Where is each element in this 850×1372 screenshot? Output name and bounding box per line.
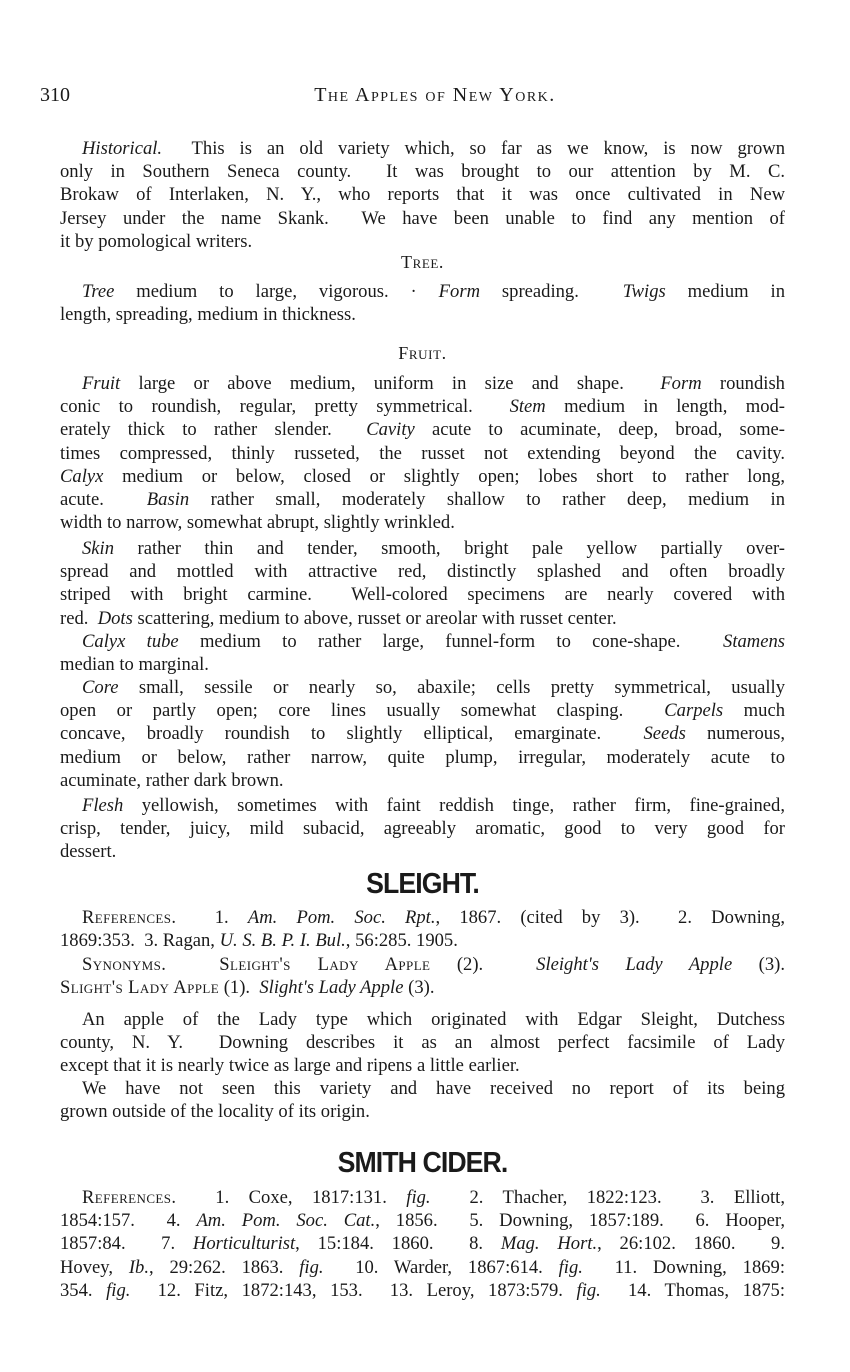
text-line xyxy=(60,953,785,976)
text-run: , 26:102. 1860. 9. xyxy=(597,1233,785,1255)
text-run: (2). xyxy=(430,954,537,975)
text-line xyxy=(60,676,785,699)
text-run: 1857:84. 7. xyxy=(60,1233,193,1255)
text-line xyxy=(60,1054,785,1077)
text-line xyxy=(60,488,785,511)
text-run: spread and mottled with attractive red, distinctly splashed and often broadly xyxy=(60,561,785,583)
text-line xyxy=(60,303,785,326)
italic-term: fig. xyxy=(299,1256,324,1278)
text-run: , 1867. (cited by 3). 2. Downing, xyxy=(435,907,786,928)
italic-term: Stamens xyxy=(723,631,786,652)
paragraph xyxy=(60,630,785,676)
text-run: only in Southern Seneca county. It was brought to our attention by M. C. xyxy=(60,161,785,183)
paragraph xyxy=(60,794,785,864)
italic-term: Mag. Hort. xyxy=(500,1233,598,1255)
italic-term: fig. xyxy=(406,1187,431,1208)
text-run: large or above medium, uniform in size and shape. xyxy=(120,373,661,394)
running-title: The Apples of New York. xyxy=(314,84,556,106)
text-line xyxy=(60,817,785,840)
paragraph xyxy=(60,280,785,326)
italic-term: Twigs xyxy=(622,281,666,302)
text-run: 10. Warder, 1867:614. xyxy=(323,1256,559,1278)
text-run: , 1856. 5. Downing, 1857:189. 6. Hooper, xyxy=(375,1210,785,1232)
text-line xyxy=(60,1232,785,1255)
text-run: open or partly open; core lines usually somewhat clasping. xyxy=(60,700,665,722)
italic-term: Historical. xyxy=(82,138,163,159)
text-run: , 15:184. 1860. 8. xyxy=(295,1233,501,1255)
small-caps-text: References. xyxy=(82,907,177,928)
text-run: length, spreading, medium in thickness. xyxy=(60,304,356,326)
text-run: We have not seen this variety and have received no report of its being xyxy=(82,1078,785,1099)
text-line xyxy=(60,1256,785,1279)
italic-term: Basin xyxy=(146,488,190,510)
text-line xyxy=(60,769,785,792)
text-run: striped with bright carmine. Well-colored specimens are nearly covered with xyxy=(60,584,785,606)
italic-term: Am. Pom. Soc. Cat. xyxy=(196,1210,376,1232)
text-run: crisp, tender, juicy, mild subacid, agreeably aromatic, good to very good for xyxy=(60,818,785,840)
text-line xyxy=(60,746,785,769)
italic-term: fig. xyxy=(576,1279,601,1301)
italic-term: Skin xyxy=(82,538,115,559)
text-line xyxy=(60,583,785,606)
text-run: county, N. Y. Downing describes it as an almost perfect facsimile of Lady xyxy=(60,1032,785,1054)
text-run: dessert. xyxy=(60,841,117,863)
text-run: times compressed, thinly russeted, the russet not extending beyond the cavity. xyxy=(60,442,785,464)
text-line xyxy=(60,207,785,230)
text-line xyxy=(60,560,785,583)
text-run: 1869:353. 3. Ragan, xyxy=(60,930,220,952)
text-run: spreading. xyxy=(480,281,623,302)
text-line xyxy=(60,1077,785,1100)
text-run: 12. Fitz, 1872:143, 153. 13. Leroy, 1873:579. xyxy=(130,1279,577,1301)
small-caps-text: Synonyms. xyxy=(82,954,167,975)
text-line xyxy=(60,1279,785,1302)
italic-term: Seeds xyxy=(643,723,686,745)
paragraph xyxy=(60,676,785,792)
text-run: medium or below, closed or slightly open; lobes short to rather long, xyxy=(103,465,785,487)
text-run: medium in xyxy=(665,281,785,302)
text-run: much xyxy=(723,700,785,722)
text-line xyxy=(60,1209,785,1232)
text-run: Hovey, xyxy=(60,1256,129,1278)
text-run xyxy=(166,954,219,975)
text-run: , 29:262. 1863. xyxy=(148,1256,300,1278)
italic-term: U. S. B. P. I. Bul. xyxy=(219,930,346,952)
text-line xyxy=(60,1031,785,1054)
paragraph xyxy=(60,906,785,952)
text-line xyxy=(60,906,785,929)
text-line xyxy=(60,183,785,206)
text-run: medium to large, vigorous. · xyxy=(114,281,439,302)
italic-term: Calyx xyxy=(60,465,104,487)
paragraph xyxy=(60,953,785,999)
text-line xyxy=(60,699,785,722)
text-run: (1). xyxy=(219,977,260,999)
text-run: scattering, medium to above, russet or areolar with russet center. xyxy=(132,607,617,629)
italic-term: Form xyxy=(438,281,480,302)
italic-term: Stem xyxy=(509,396,546,418)
text-run: acute. xyxy=(60,488,147,510)
text-run: medium or below, rather narrow, quite plump, irregular, moderately acute to xyxy=(60,746,785,768)
italic-term: fig. xyxy=(558,1256,583,1278)
text-line xyxy=(60,230,785,253)
variety-title: SLEIGHT. xyxy=(366,868,479,900)
text-line xyxy=(60,653,785,676)
text-run: 14. Thomas, 1875: xyxy=(600,1279,785,1301)
small-caps-text: References. xyxy=(82,1187,177,1208)
section-subheading: Tree. xyxy=(400,252,445,272)
text-line xyxy=(60,465,785,488)
paragraph xyxy=(60,1077,785,1123)
italic-term: Cavity xyxy=(366,419,415,441)
text-line xyxy=(60,442,785,465)
text-line xyxy=(60,840,785,863)
text-line xyxy=(60,160,785,183)
text-line xyxy=(60,607,785,630)
text-run: yellowish, sometimes with faint reddish tinge, rather firm, fine-grained, xyxy=(123,795,785,816)
italic-term: Form xyxy=(660,373,702,394)
italic-term: Tree xyxy=(82,281,115,302)
italic-term: Horticulturist xyxy=(192,1233,296,1255)
italic-term: Sleight's Lady Apple xyxy=(536,954,733,975)
paragraph xyxy=(60,137,785,253)
page-number: 310 xyxy=(40,84,70,106)
paragraph xyxy=(60,537,785,630)
paragraph xyxy=(60,372,785,534)
text-run: except that it is nearly twice as large and ripens a little earlier. xyxy=(60,1055,520,1077)
text-run: roundish xyxy=(701,373,785,394)
text-run: medium in length, mod- xyxy=(545,396,785,418)
italic-term: Carpels xyxy=(664,700,724,722)
text-line xyxy=(60,630,785,653)
text-line xyxy=(60,418,785,441)
text-run: numerous, xyxy=(685,723,785,745)
text-run: acute to acuminate, deep, broad, some- xyxy=(414,419,785,441)
italic-term: Slight's Lady Apple xyxy=(259,977,404,999)
text-run: 2. Thacher, 1822:123. 3. Elliott, xyxy=(430,1187,785,1208)
text-run: (3). xyxy=(732,954,786,975)
text-run: concave, broadly roundish to slightly elliptical, emarginate. xyxy=(60,723,644,745)
italic-term: fig. xyxy=(106,1279,131,1301)
text-run: (3). xyxy=(403,977,435,999)
variety-title: SMITH CIDER. xyxy=(337,1147,508,1179)
italic-term: Dots xyxy=(97,607,133,629)
text-run: 354. xyxy=(60,1279,107,1301)
text-line xyxy=(60,1186,785,1209)
text-line xyxy=(60,372,785,395)
text-line xyxy=(60,280,785,303)
text-run: rather small, moderately shallow to rather deep, medium in xyxy=(189,488,786,510)
text-run: This is an old variety which, so far as we know, is now grown xyxy=(162,138,785,159)
text-line xyxy=(60,395,785,418)
small-caps-text: Slight's Lady Apple xyxy=(60,977,220,999)
text-run: rather thin and tender, smooth, bright pale yellow partially over- xyxy=(114,538,785,559)
text-line xyxy=(60,137,785,160)
text-line xyxy=(60,794,785,817)
text-run: conic to roundish, regular, pretty symmetrical. xyxy=(60,396,510,418)
italic-term: Calyx tube xyxy=(82,631,179,652)
text-run: Jersey under the name Skank. We have been unable to find any mention of xyxy=(60,207,785,229)
italic-term: Flesh xyxy=(82,795,124,816)
italic-term: Am. Pom. Soc. Rpt. xyxy=(247,907,436,928)
text-run: An apple of the Lady type which originated with Edgar Sleight, Dutchess xyxy=(82,1009,785,1030)
text-run: Brokaw of Interlaken, N. Y., who reports that it was once cultivated in New xyxy=(60,184,785,206)
paragraph xyxy=(60,1008,785,1078)
text-line xyxy=(60,976,785,999)
text-line xyxy=(60,929,785,952)
text-line xyxy=(60,722,785,745)
small-caps-text: Sleight's Lady Apple xyxy=(219,954,431,975)
text-line xyxy=(60,537,785,560)
text-run: 11. Downing, 1869: xyxy=(582,1256,785,1278)
text-line xyxy=(60,511,785,534)
text-run: 1. Coxe, 1817:131. xyxy=(176,1187,407,1208)
text-line xyxy=(60,1100,785,1123)
italic-term: Fruit xyxy=(82,373,121,394)
text-run: it by pomological writers. xyxy=(60,230,253,252)
text-run: 1. xyxy=(176,907,248,928)
text-run: , 56:285. 1905. xyxy=(345,930,458,952)
text-run: medium to rather large, funnel-form to cone-shape. xyxy=(178,631,724,652)
text-run: erately thick to rather slender. xyxy=(60,419,367,441)
text-run: median to marginal. xyxy=(60,654,209,676)
text-run: width to narrow, somewhat abrupt, slightly wrinkled. xyxy=(60,512,455,534)
text-run: red. xyxy=(60,607,98,629)
text-run: acuminate, rather dark brown. xyxy=(60,769,284,791)
italic-term: Ib. xyxy=(128,1256,149,1278)
italic-term: Core xyxy=(82,677,119,698)
text-line xyxy=(60,1008,785,1031)
text-run: 1854:157. 4. xyxy=(60,1210,197,1232)
text-run: grown outside of the locality of its origin. xyxy=(60,1101,370,1123)
section-subheading: Fruit. xyxy=(398,343,447,363)
text-run: small, sessile or nearly so, abaxile; cells pretty symmetrical, usually xyxy=(118,677,785,698)
paragraph xyxy=(60,1186,785,1302)
